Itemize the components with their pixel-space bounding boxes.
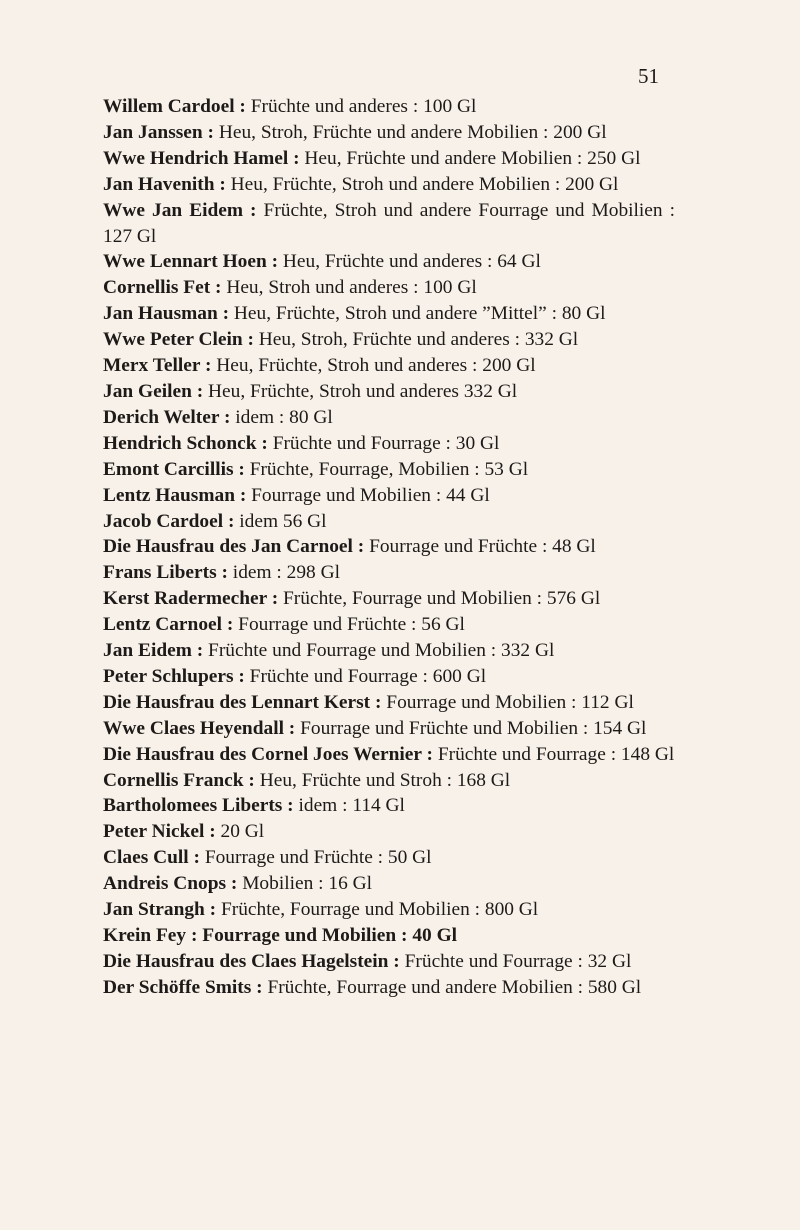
list-item — [103, 172, 675, 198]
list-item — [103, 431, 675, 457]
list-item — [103, 483, 675, 509]
entry-name: Lentz Carnoel : — [103, 614, 234, 636]
entry-name: Derich Welter : — [103, 406, 231, 428]
entry-name: Jan Geilen : — [103, 380, 204, 402]
entry-text: Früchte, Fourrage und Mobilien : 800 Gl — [216, 899, 539, 921]
entry-name: Jan Havenith : — [103, 173, 226, 195]
list-item — [103, 845, 675, 871]
entry-name: Bartholomees Liberts : — [103, 795, 294, 817]
entry-text: Heu, Stroh und anderes : 100 Gl — [221, 277, 477, 299]
list-item — [103, 379, 675, 405]
list-item — [103, 612, 675, 638]
entry-text: Früchte und Fourrage : 32 Gl — [399, 950, 632, 972]
list-item — [103, 949, 675, 975]
entry-name: Die Hausfrau des Cornel Joes Wernier : — [103, 743, 433, 765]
entry-name: Die Hausfrau des Jan Carnoel : — [103, 536, 365, 558]
entry-name: Jan Hausman : — [103, 303, 230, 325]
entry-name: Wwe Hendrich Hamel : — [103, 147, 300, 169]
list-item — [103, 275, 675, 301]
entry-text: Mobilien : 16 Gl — [237, 873, 372, 895]
entry-text: Früchte, Stroh und andere Fourrage und Mobilien : 127 Gl — [103, 199, 676, 247]
entry-text: Heu, Früchte, Stroh und andere Mobilien : 200 Gl — [225, 173, 619, 195]
entry-name: Willem Cardoel : — [103, 96, 246, 117]
list-item — [103, 638, 675, 664]
entry-text: Früchte und Fourrage : 148 Gl — [432, 743, 675, 765]
entry-name: Cornellis Franck : — [103, 769, 255, 791]
entry-text: Fourrage und Mobilien : 112 Gl — [381, 691, 634, 713]
entry-name: Peter Nickel : — [103, 821, 216, 843]
entry-text: Heu, Früchte, Stroh und andere ”Mittel” : 80 Gl — [229, 303, 606, 325]
list-item — [103, 664, 675, 690]
entry-text: Heu, Früchte und andere Mobilien : 250 Gl — [299, 147, 641, 169]
entry-name: Der Schöffe Smits : — [103, 976, 263, 998]
list-item — [103, 94, 675, 120]
list-item — [103, 975, 675, 1001]
list-item — [103, 819, 675, 845]
entry-text: Früchte und anderes : 100 Gl — [245, 96, 477, 117]
entry-name: Wwe Peter Clein : — [103, 329, 254, 351]
entry-name: Jan Janssen : — [103, 121, 214, 143]
entry-text: Fourrage und Früchte : 48 Gl — [364, 536, 596, 558]
entry-text: Heu, Stroh, Früchte und andere Mobilien : 200 Gl — [214, 121, 607, 143]
list-item — [103, 897, 675, 923]
entry-list — [103, 94, 675, 1001]
entry-name: Andreis Cnops : — [103, 873, 238, 895]
entry-name: Claes Cull : — [103, 847, 200, 869]
entry-text: 20 Gl — [215, 821, 265, 843]
entry-name: Merx Teller : — [103, 355, 212, 377]
list-item — [103, 146, 675, 172]
list-item — [103, 871, 675, 897]
entry-text: Früchte, Fourrage und Mobilien : 576 Gl — [278, 588, 601, 610]
entry-name: Jan Eidem : — [103, 640, 204, 662]
entry-text: Früchte und Fourrage : 30 Gl — [267, 432, 500, 454]
list-item — [103, 249, 675, 275]
list-item — [103, 793, 675, 819]
entry-text: Früchte und Fourrage und Mobilien : 332 Gl — [203, 640, 555, 662]
entry-name: Jan Strangh : — [103, 899, 217, 921]
entry-text: Fourrage und Mobilien : 44 Gl — [246, 484, 490, 506]
entry-text: Fourrage und Früchte : 56 Gl — [233, 614, 465, 636]
entry-name: Peter Schlupers : — [103, 665, 245, 687]
list-item — [103, 716, 675, 742]
entry-name: Kerst Radermecher : — [103, 588, 279, 610]
entry-text: idem : 80 Gl — [230, 406, 333, 428]
entry-text: Heu, Früchte und Stroh : 168 Gl — [254, 769, 511, 791]
list-item — [103, 327, 675, 353]
entry-name: Wwe Lennart Hoen : — [103, 251, 279, 273]
entry-text: Heu, Früchte, Stroh und anderes 332 Gl — [203, 380, 518, 402]
entry-name: Jacob Cardoel : — [103, 510, 235, 532]
list-item — [103, 353, 675, 379]
entry-name: Krein Fey : Fourrage und Mobilien : 40 Gl — [103, 925, 458, 946]
entry-text: Fourrage und Früchte und Mobilien : 154 Gl — [295, 717, 647, 739]
entry-text: Früchte und Fourrage : 600 Gl — [244, 665, 487, 687]
list-item — [103, 198, 675, 250]
entry-name: Wwe Claes Heyendall : — [103, 717, 296, 739]
list-item — [103, 768, 675, 794]
list-item — [103, 690, 675, 716]
entry-text: Früchte, Fourrage und andere Mobilien : 580 Gl — [262, 976, 642, 998]
entry-name: Die Hausfrau des Lennart Kerst : — [103, 691, 382, 713]
entry-name: Wwe Jan Eidem : — [103, 199, 257, 221]
list-item — [103, 457, 675, 483]
list-item — [103, 405, 675, 431]
list-item — [103, 560, 675, 586]
entry-name: Hendrich Schonck : — [103, 432, 268, 454]
entry-text: Heu, Stroh, Früchte und anderes : 332 Gl — [253, 329, 579, 351]
list-item — [103, 509, 675, 535]
entry-text: idem 56 Gl — [234, 510, 327, 532]
list-item — [103, 742, 675, 768]
entry-text: Fourrage und Früchte : 50 Gl — [199, 847, 432, 869]
entry-name: Cornellis Fet : — [103, 277, 222, 299]
entry-text: Früchte, Fourrage, Mobilien : 53 Gl — [244, 458, 529, 480]
entry-text: idem : 114 Gl — [293, 795, 405, 817]
entry-text: Heu, Früchte und anderes : 64 Gl — [278, 251, 541, 273]
list-item — [103, 586, 675, 612]
entry-name: Emont Carcillis : — [103, 458, 245, 480]
entry-text: idem : 298 Gl — [227, 562, 340, 584]
list-item — [103, 120, 675, 146]
list-item — [103, 923, 675, 949]
list-item — [103, 534, 675, 560]
entry-text: Heu, Früchte, Stroh und anderes : 200 Gl — [211, 355, 536, 377]
page-number: 51 — [638, 64, 659, 88]
entry-name: Die Hausfrau des Claes Hagelstein : — [103, 950, 400, 972]
entry-name: Frans Liberts : — [103, 562, 228, 584]
list-item — [103, 301, 675, 327]
entry-name: Lentz Hausman : — [103, 484, 247, 506]
